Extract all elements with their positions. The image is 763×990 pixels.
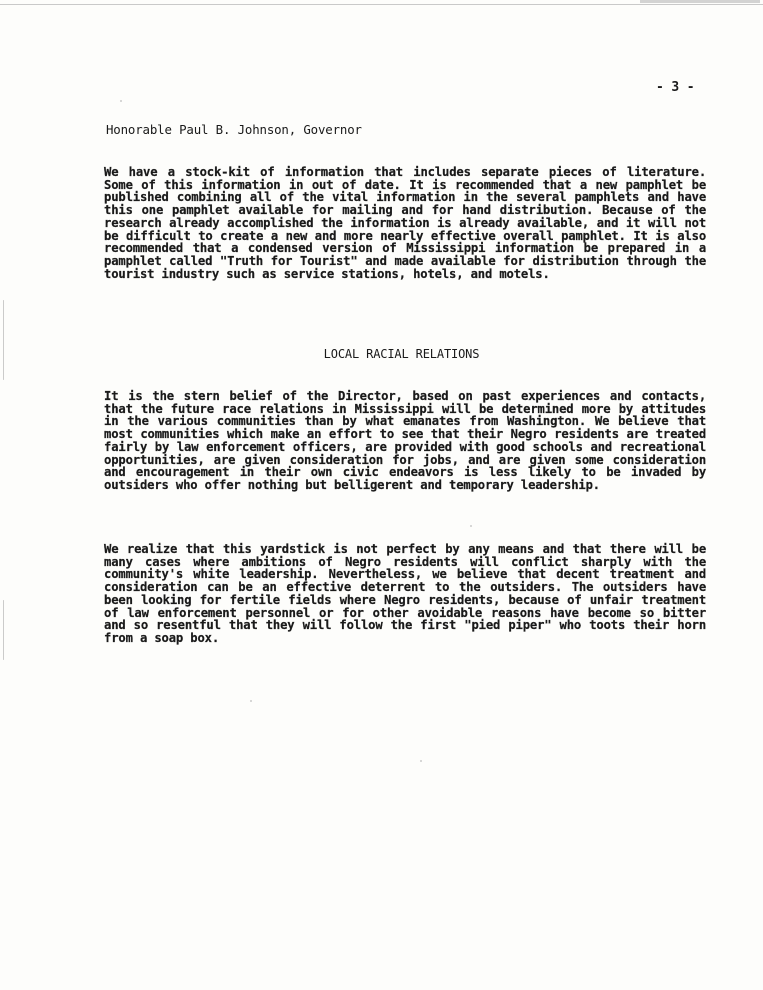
section-heading: LOCAL RACIAL RELATIONS [323, 347, 480, 361]
paragraph-yardstick: We realize that this yardstick is not perfect by any means and that there will be many cases where ambitions of Negro residents will conflict sharply with the community's white leadership. Nevertheless, we believe that decent treatment and consideration can be an effective deterrent to the outsiders. The outsiders have been looking for fertile fields where Negro residents, because of unfair treatment of law enforcement personnel or for other avoidable reasons have become so bitter and so resentful that they will follow the first "pied piper" who toots their horn from a soap box. [104, 542, 706, 645]
scan-artifact [640, 0, 760, 3]
page-number: - 3 - [656, 80, 695, 95]
scan-speck [3, 600, 4, 660]
paragraph-pamphlet: We have a stock-kit of information that includes separate pieces of literature. Some of this information in out of date. It is recommended that a new pamphlet be published combining all of the vital information in the several pamphlets and have this one pamphlet available for mailing and for hand distribution. Because of the research already accomplished the information is already available, and it will not be difficult to create a new and more nearly effective overall pamphlet. It is also recommended that a condensed version of Mississippi information be prepared in a pamphlet called "Truth for Tourist" and made available for distribution through the tourist industry such as service stations, hotels, and motels. [104, 165, 706, 281]
scan-speck [420, 760, 422, 762]
scan-speck [470, 525, 472, 527]
scan-speck [250, 700, 252, 702]
paragraph-race-relations: It is the stern belief of the Director, based on past experiences and contacts, that the future race relations in Mississippi will be determined more by attitudes in the various communities than by what emanates from Washington. We believe that most communities which make an effort to see that their Negro residents are treated fairly by law enforcement officers, are provided with good schools and recreational opportunities, are given consideration for jobs, and are given some consideration and encouragement in their own civic endeavors is less likely to be invaded by outsiders who offer nothing but belligerent and temporary leadership. [104, 389, 706, 492]
scan-top-edge [0, 4, 763, 5]
scan-speck [3, 300, 4, 380]
addressee-line: Honorable Paul B. Johnson, Governor [106, 122, 362, 137]
scan-speck [120, 100, 122, 102]
